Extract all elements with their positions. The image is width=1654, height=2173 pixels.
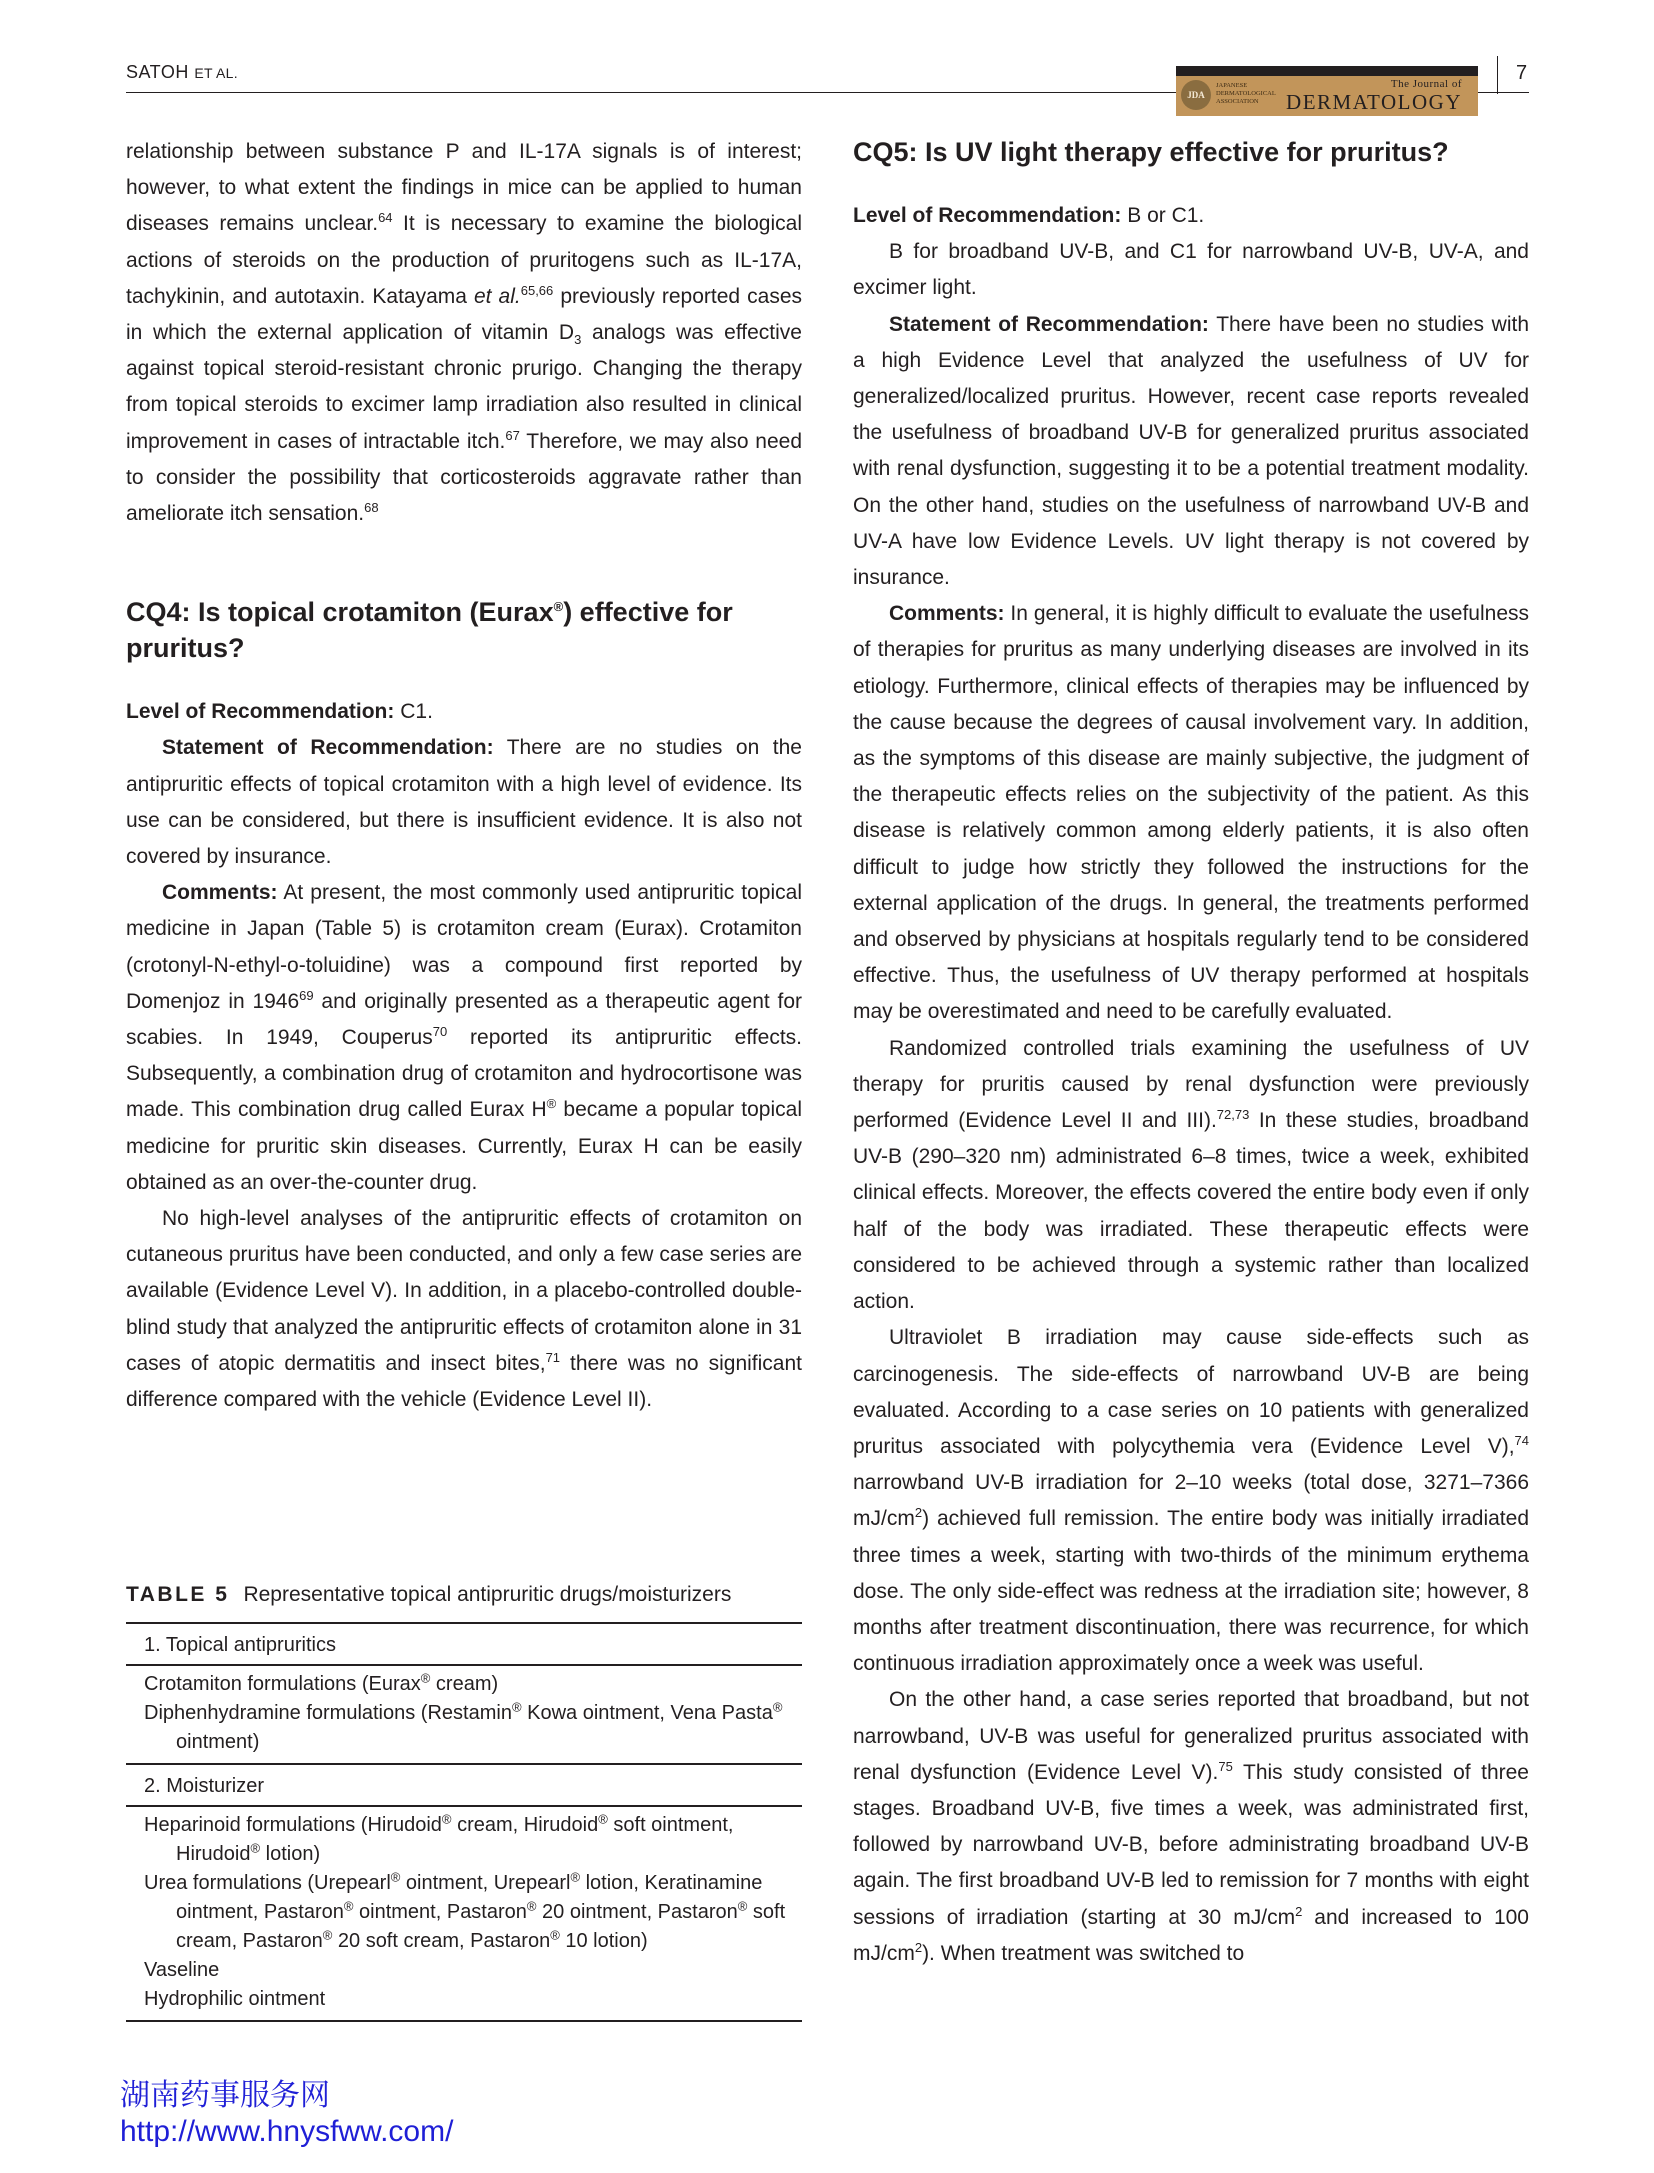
table-row: Vaseline [144,1959,220,1981]
author-name: SATOH [126,62,189,82]
table-row: Crotamiton formulations (Eurax® cream) [144,1670,499,1695]
table-caption: TABLE 5 Representative topical antipruritic drugs/moisturizers [126,1583,732,1606]
cq4-level: Level of Recommendation: C1. [126,700,433,724]
cq5-level: Level of Recommendation: B or C1. [853,204,1205,227]
table-row: Diphenhydramine formulations (Restamin® Kowa ointment, Vena Pasta® ointment) [144,1699,783,1753]
cq5-comments: Comments: In general, it is highly difficult to evaluate the usefulness of therapies for pruritus as many underlying diseases are involved in its etiology. Furthermore, clinical effects of therapies may be influenced by the cause because the degrees of causal involvement vary. In addition, as the symptoms of this disease are mainly subjective, the judgment of the therapeutic effects relies on the subjectivity of the patient. As this disease is relatively common among elderly patients, it is also often difficult to judge how strictly they followed the instructions for the external application of the drugs. In general, the treatments performed and observed by physicians at hospitals regularly tend to be considered effective. Thus, the usefulness of UV therapy performed at hospitals may be overestimated and need to be carefully evaluated. [853,602,1529,1024]
cq5-paragraph-broadband: On the other hand, a case series reported that broadband, but not narrowband, UV-B was useful for generalized pruritus associated with renal dysfunction (Evidence Level V).$^{75}$ This study consisted of three stages. Broadband UV-B, five times a week, was administrated first, followed by narrowband UV-B, before administrating broadband UV-B again. The first broadband UV-B led to remission for 7 months with eight sessions of irradiation (starting at 30 $mJ/cm^2$ and increased to 100 $mJ/cm^2$). When treatment was switched to [853,1688,1529,1965]
table-section-moisturizer: 2. Moisturizer [144,1775,265,1797]
logo-journal-title: DERMATOLOGY [1286,90,1462,114]
paragraph-intro: relationship between substance P and IL-17A signals is of interest; however, to what extent the findings in mice can be applied to human diseases remains unclear.$^{64}$ It is necessary to examine the biological actions of steroids on the production of pruritogens such as IL-17A, tachykinin, and autotaxin. Katayama et al.$^{65,66}$ previously reported cases in which the external application of vitamin $D_3$ analogs was effective against topical steroid-resistant chronic prurigo. Changing the therapy from topical steroids to excimer lamp irradiation also resulted in clinical improvement in cases of intractable itch.$^{67}$ Therefore, we may also need to consider the possibility that corticosteroids aggravate rather than ameliorate itch sensation.$^{68}$ [126,140,802,526]
logo-association: JAPANESE DERMATOLOGICAL ASSOCIATION [1216,82,1276,105]
watermark [120,2078,453,2150]
watermark-url[interactable]: http://www.hnysfww.com/ [120,2115,454,2148]
watermark-site-name: 湖南药事服务网 [120,2078,330,2113]
cq4-heading: CQ4: Is topical crotamiton (Eurax®) effective for pruritus? [126,597,733,664]
table-rule-bottom [126,2020,802,2022]
cq5-paragraph-uvb: Ultraviolet B irradiation may cause side-effects such as carcinogenesis. The side-effects of narrowband UV-B are being evaluated. According to a case series on 10 patients with generalized pruritus associated with polycythemia vera (Evidence Level V),$^{74}$ narrowband UV-B irradiation for 2–10 weeks (total dose, 3271–7366 $mJ/cm^2$) achieved full remission. The entire body was initially irradiated three times a week, starting with two-thirds of the minimum erythema dose. The only side-effect was redness at the irradiation site; however, 8 months after treatment discontinuation, there was recurrence, for which continuous irradiation approximately once a week was useful. [853,1326,1529,1676]
table-section-antipruritics: 1. Topical antipruritics [144,1634,336,1656]
cq5-heading: CQ5: Is UV light therapy effective for pruritus? [853,137,1449,167]
right-column [853,134,1529,1972]
logo-top-bar [1176,66,1478,76]
table-row: Urea formulations (Urepearl® ointment, Urepearl® lotion, Keratinamine ointment, Pastaron® ointment, Pastaron® 20 ointment, Pastaron® soft cream, Pastaron® 20 soft cream, Pastaron® 10 lotion) [144,1869,786,1952]
jda-seal-icon: JDA [1181,80,1211,110]
table-5 [126,1578,802,2022]
page-number: 7 [1516,62,1528,84]
cq4-paragraph-evidence: No high-level analyses of the antipruritic effects of crotamiton on cutaneous pruritus have been conducted, and only a few case series are available (Evidence Level V). In addition, in a placebo-controlled double-blind study that analyzed the antipruritic effects of crotamiton alone in 31 cases of atopic dermatitis and insect bites,$^{71}$ there was no significant difference compared with the vehicle (Evidence Level II). [126,1207,803,1412]
left-column [126,134,802,1418]
cq4-statement: Statement of Recommendation: There are no studies on the antipruritic effects of topical crotamiton with a high level of evidence. Its use can be considered, but there is insufficient evidence. It is also not covered by insurance. [126,736,802,869]
journal-logo [1176,66,1478,116]
author-suffix: ET AL. [194,65,238,81]
cq5-statement: Statement of Recommendation: There have been no studies with a high Evidence Level that analyzed the usefulness of UV for generalized/localized pruritus. However, recent case reports revealed the usefulness of broadband UV-B for generalized pruritus associated with renal dysfunction, suggesting it to be a potential treatment modality. On the other hand, studies on the usefulness of narrowband UV-B and UV-A have low Evidence Levels. UV light therapy is not covered by insurance. [853,312,1529,590]
header-divider [1497,56,1498,94]
table-row: Hydrophilic ointment [144,1988,326,2010]
logo-journal-small: The Journal of [1390,78,1462,90]
cq5-level-detail: B for broadband UV-B, and C1 for narrowband UV-B, UV-A, and excimer light. [853,240,1529,300]
cq5-paragraph-rct: Randomized controlled trials examining the usefulness of UV therapy for pruritis caused by renal dysfunction were previously performed (Evidence Level II and III).$^{72,73}$ In these studies, broadband UV-B (290–320 nm) administrated 6–8 times, twice a week, exhibited clinical effects. Moreover, the effects covered the entire body even if only half of the body was irradiated. These therapeutic effects were considered to be achieved through a systemic rather than localized action. [853,1036,1529,1314]
running-head-author [126,62,238,83]
cq4-comments: Comments: At present, the most commonly used antipruritic topical medicine in Japan (Table 5) is crotamiton cream (Eurax). Crotamiton (crotonyl-N-ethyl-o-toluidine) was a compound first reported by Domenjoz in 1946$^{69}$ and originally presented as a therapeutic agent for scabies. In 1949, Couperus$^{70}$ reported its antipruritic effects. Subsequently, a combination drug of crotamiton and hydrocortisone was made. This combination drug called Eurax H® became a popular topical medicine for pruritic skin diseases. Currently, Eurax H can be easily obtained as an over-the-counter drug. [126,881,802,1194]
table-row: Heparinoid formulations (Hirudoid® cream, Hirudoid® soft ointment, Hirudoid® lotion) [144,1811,734,1865]
